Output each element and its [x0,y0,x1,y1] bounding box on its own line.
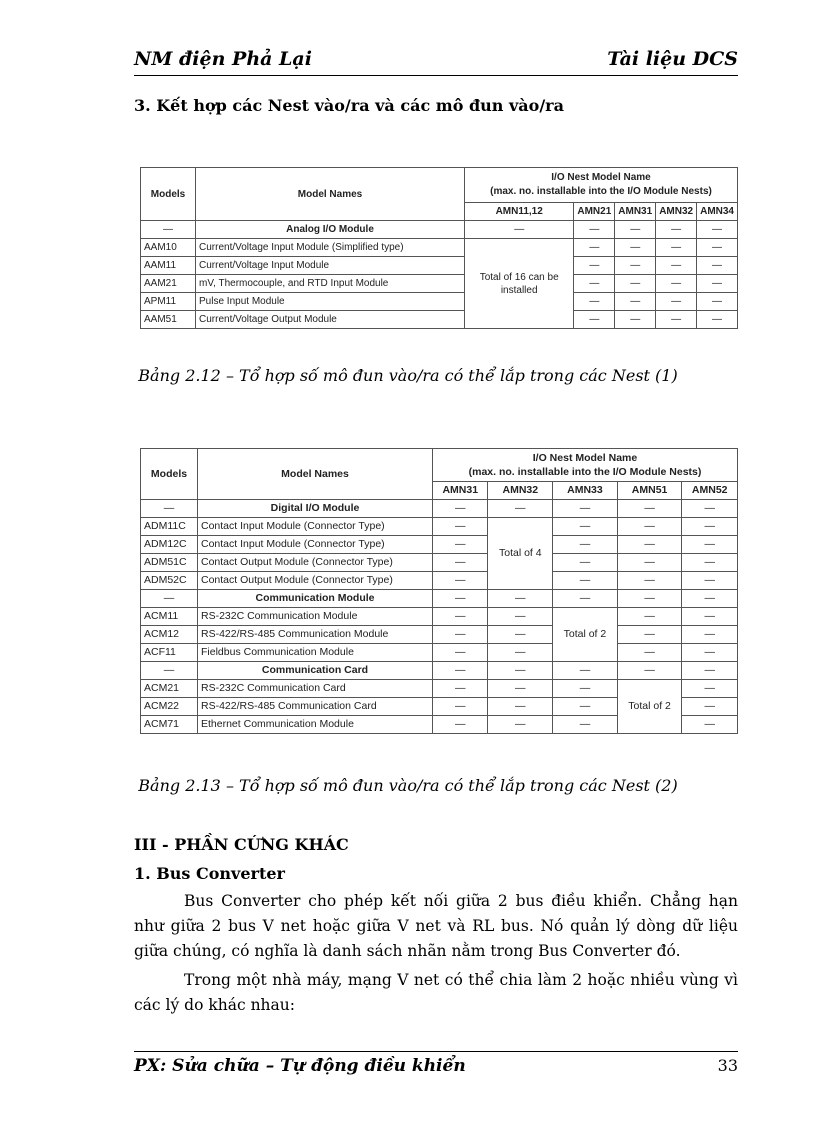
cell-group-name: Analog I/O Module [196,221,465,239]
cell: — [553,716,618,734]
cell: — [488,590,553,608]
table-row [141,572,738,590]
cell: — [615,257,656,275]
nest-col: AMN21 [574,203,615,221]
cell-model: APM11 [141,293,196,311]
cell-name: Current/Voltage Input Module (Simplified type) [196,239,465,257]
col-nest-group [433,449,738,482]
nest-col: AMN11,12 [465,203,574,221]
footer-left: PX: Sửa chữa – Tự động điều khiển [134,1056,466,1076]
cell: — [615,293,656,311]
table-row [141,680,738,698]
paragraph: Bus Converter cho phép kết nối giữa 2 bus điều khiển. Chẳng hạn như giữa 2 bus V net hoặc giữa V net và RL bus. Nó quản lý dòng dữ liệu giữa chúng, có nghĩa là danh sách nhãn nằm trong Bus Converter đó. [134,892,738,960]
cell: — [656,239,697,257]
cell: — [617,572,682,590]
cell: — [682,662,738,680]
table-row [141,644,738,662]
nest-col: AMN31 [433,482,488,500]
table-row [141,275,738,293]
nest-col: AMN32 [488,482,553,500]
cell: — [433,590,488,608]
nest-title: I/O Nest Model Name [551,172,651,183]
cell-model: AAM11 [141,257,196,275]
cell: — [656,311,697,329]
cell-group-name: Communication Module [198,590,433,608]
cell: — [656,221,697,239]
table-group-row [141,662,738,680]
cell-name: RS-422/RS-485 Communication Card [198,698,433,716]
cell-model: — [141,662,198,680]
cell: — [553,662,618,680]
cell: — [656,293,697,311]
page-number: 33 [717,1056,738,1075]
cell: — [433,500,488,518]
cell: — [465,221,574,239]
cell: — [697,257,738,275]
cell: — [488,698,553,716]
cell: — [433,536,488,554]
cell: — [617,554,682,572]
cell: — [574,257,615,275]
table-row [141,518,738,536]
cell: — [574,311,615,329]
cell: — [682,554,738,572]
cell-model: — [141,500,198,518]
cell: — [617,626,682,644]
cell: — [553,572,618,590]
cell: — [553,554,618,572]
cell: — [574,275,615,293]
cell: — [617,590,682,608]
cell-name: Fieldbus Communication Module [198,644,433,662]
cell-name: Contact Output Module (Connector Type) [198,572,433,590]
cell: — [553,698,618,716]
col-model-names: Model Names [196,168,465,221]
table-header-row [141,449,738,482]
cell: — [682,680,738,698]
paragraph: Trong một nhà máy, mạng V net có thể chia làm 2 hoặc nhiều vùng vì các lý do khác nhau: [134,971,738,1014]
cell: — [617,644,682,662]
cell-model: ACM21 [141,680,198,698]
cell-model: ACM11 [141,608,198,626]
nest-col: AMN31 [615,203,656,221]
cell: — [617,608,682,626]
cell: — [617,518,682,536]
cell-model: AAM21 [141,275,196,293]
cell: — [433,572,488,590]
cell-model: — [141,590,198,608]
cell: — [617,500,682,518]
cell: — [433,698,488,716]
cell: — [553,590,618,608]
cell: — [433,662,488,680]
cell-name: mV, Thermocouple, and RTD Input Module [196,275,465,293]
cell-total-of-2: Total of 2 [553,608,618,662]
cell: — [682,518,738,536]
cell: — [488,644,553,662]
cell: — [488,716,553,734]
cell-model: ACF11 [141,644,198,662]
cell: — [697,275,738,293]
cell: — [615,221,656,239]
cell: — [615,275,656,293]
sub-heading: 1. Bus Converter [134,864,285,883]
cell: — [488,662,553,680]
cell-total-of-2: Total of 2 [617,680,682,734]
nest-col: AMN52 [682,482,738,500]
nest-subtitle: (max. no. installable into the I/O Module Nests) [490,186,712,197]
cell-name: RS-232C Communication Card [198,680,433,698]
cell: — [682,536,738,554]
cell: — [617,662,682,680]
cell: — [682,716,738,734]
cell-model: ACM71 [141,716,198,734]
cell-merged-note: Total of 16 can be installed [465,239,574,329]
cell: — [697,221,738,239]
cell: — [682,500,738,518]
cell-model: ACM12 [141,626,198,644]
cell-name: RS-422/RS-485 Communication Module [198,626,433,644]
section-heading: III - PHẦN CỨNG KHÁC [134,835,349,854]
cell: — [656,275,697,293]
table-row [141,239,738,257]
table-group-row [141,500,738,518]
cell-name: Contact Output Module (Connector Type) [198,554,433,572]
table-row [141,293,738,311]
table-group-row [141,590,738,608]
cell: — [488,680,553,698]
cell-group-name: Communication Card [198,662,433,680]
table-nest-combinations-1 [140,167,738,329]
cell-name: RS-232C Communication Module [198,608,433,626]
table-row [141,536,738,554]
table-header-row [141,168,738,203]
table-nest-combinations-2 [140,448,738,734]
cell: — [682,572,738,590]
nest-col: AMN33 [553,482,618,500]
cell: — [433,680,488,698]
cell: — [682,626,738,644]
cell: — [682,644,738,662]
cell: — [697,239,738,257]
col-models: Models [141,168,196,221]
cell-name: Contact Input Module (Connector Type) [198,518,433,536]
cell: — [615,239,656,257]
cell-model: AAM51 [141,311,196,329]
cell-model: ADM51C [141,554,198,572]
cell: — [433,644,488,662]
nest-col: AMN34 [697,203,738,221]
cell: — [488,626,553,644]
caption-table-2: Bảng 2.13 – Tổ hợp số mô đun vào/ra có thể lắp trong các Nest (2) [138,776,678,795]
cell-group-name: Digital I/O Module [198,500,433,518]
cell: — [697,293,738,311]
cell-name: Pulse Input Module [196,293,465,311]
cell: — [574,221,615,239]
cell-model: ACM22 [141,698,198,716]
cell-model: AAM10 [141,239,196,257]
cell: — [553,680,618,698]
cell: — [682,608,738,626]
cell: — [553,500,618,518]
col-models: Models [141,449,198,500]
cell: — [574,239,615,257]
col-model-names: Model Names [198,449,433,500]
cell: — [433,626,488,644]
footer-divider [134,1051,738,1052]
table-row [141,554,738,572]
cell: — [553,536,618,554]
cell-name: Contact Input Module (Connector Type) [198,536,433,554]
cell-model: ADM11C [141,518,198,536]
caption-table-1: Bảng 2.12 – Tổ hợp số mô đun vào/ra có thể lắp trong các Nest (1) [138,366,678,385]
nest-col: AMN32 [656,203,697,221]
cell: — [433,554,488,572]
nest-subtitle: (max. no. installable into the I/O Module Nests) [468,466,702,478]
header-right: Tài liệu DCS [607,48,738,70]
cell-model: ADM52C [141,572,198,590]
cell: — [682,590,738,608]
cell: — [682,698,738,716]
cell-model: — [141,221,196,239]
cell-name: Ethernet Communication Module [198,716,433,734]
cell-total-of-4: Total of 4 [488,518,553,590]
col-nest-group [465,168,738,203]
cell: — [553,518,618,536]
cell: — [488,608,553,626]
cell: — [488,500,553,518]
cell: — [574,293,615,311]
cell: — [697,311,738,329]
header-divider [134,75,738,76]
nest-title: I/O Nest Model Name [532,452,638,464]
table-row [141,626,738,644]
cell-name: Current/Voltage Output Module [196,311,465,329]
table-row [141,608,738,626]
cell: — [433,608,488,626]
cell: — [615,311,656,329]
section3-heading: 3. Kết hợp các Nest vào/ra và các mô đun vào/ra [134,96,564,115]
table-row [141,257,738,275]
table-row [141,311,738,329]
cell: — [656,257,697,275]
cell: — [617,536,682,554]
cell-name: Current/Voltage Input Module [196,257,465,275]
cell: — [433,518,488,536]
nest-col: AMN51 [617,482,682,500]
cell: — [433,716,488,734]
header-left: NM điện Phả Lại [134,48,312,70]
cell-model: ADM12C [141,536,198,554]
table-group-row [141,221,738,239]
